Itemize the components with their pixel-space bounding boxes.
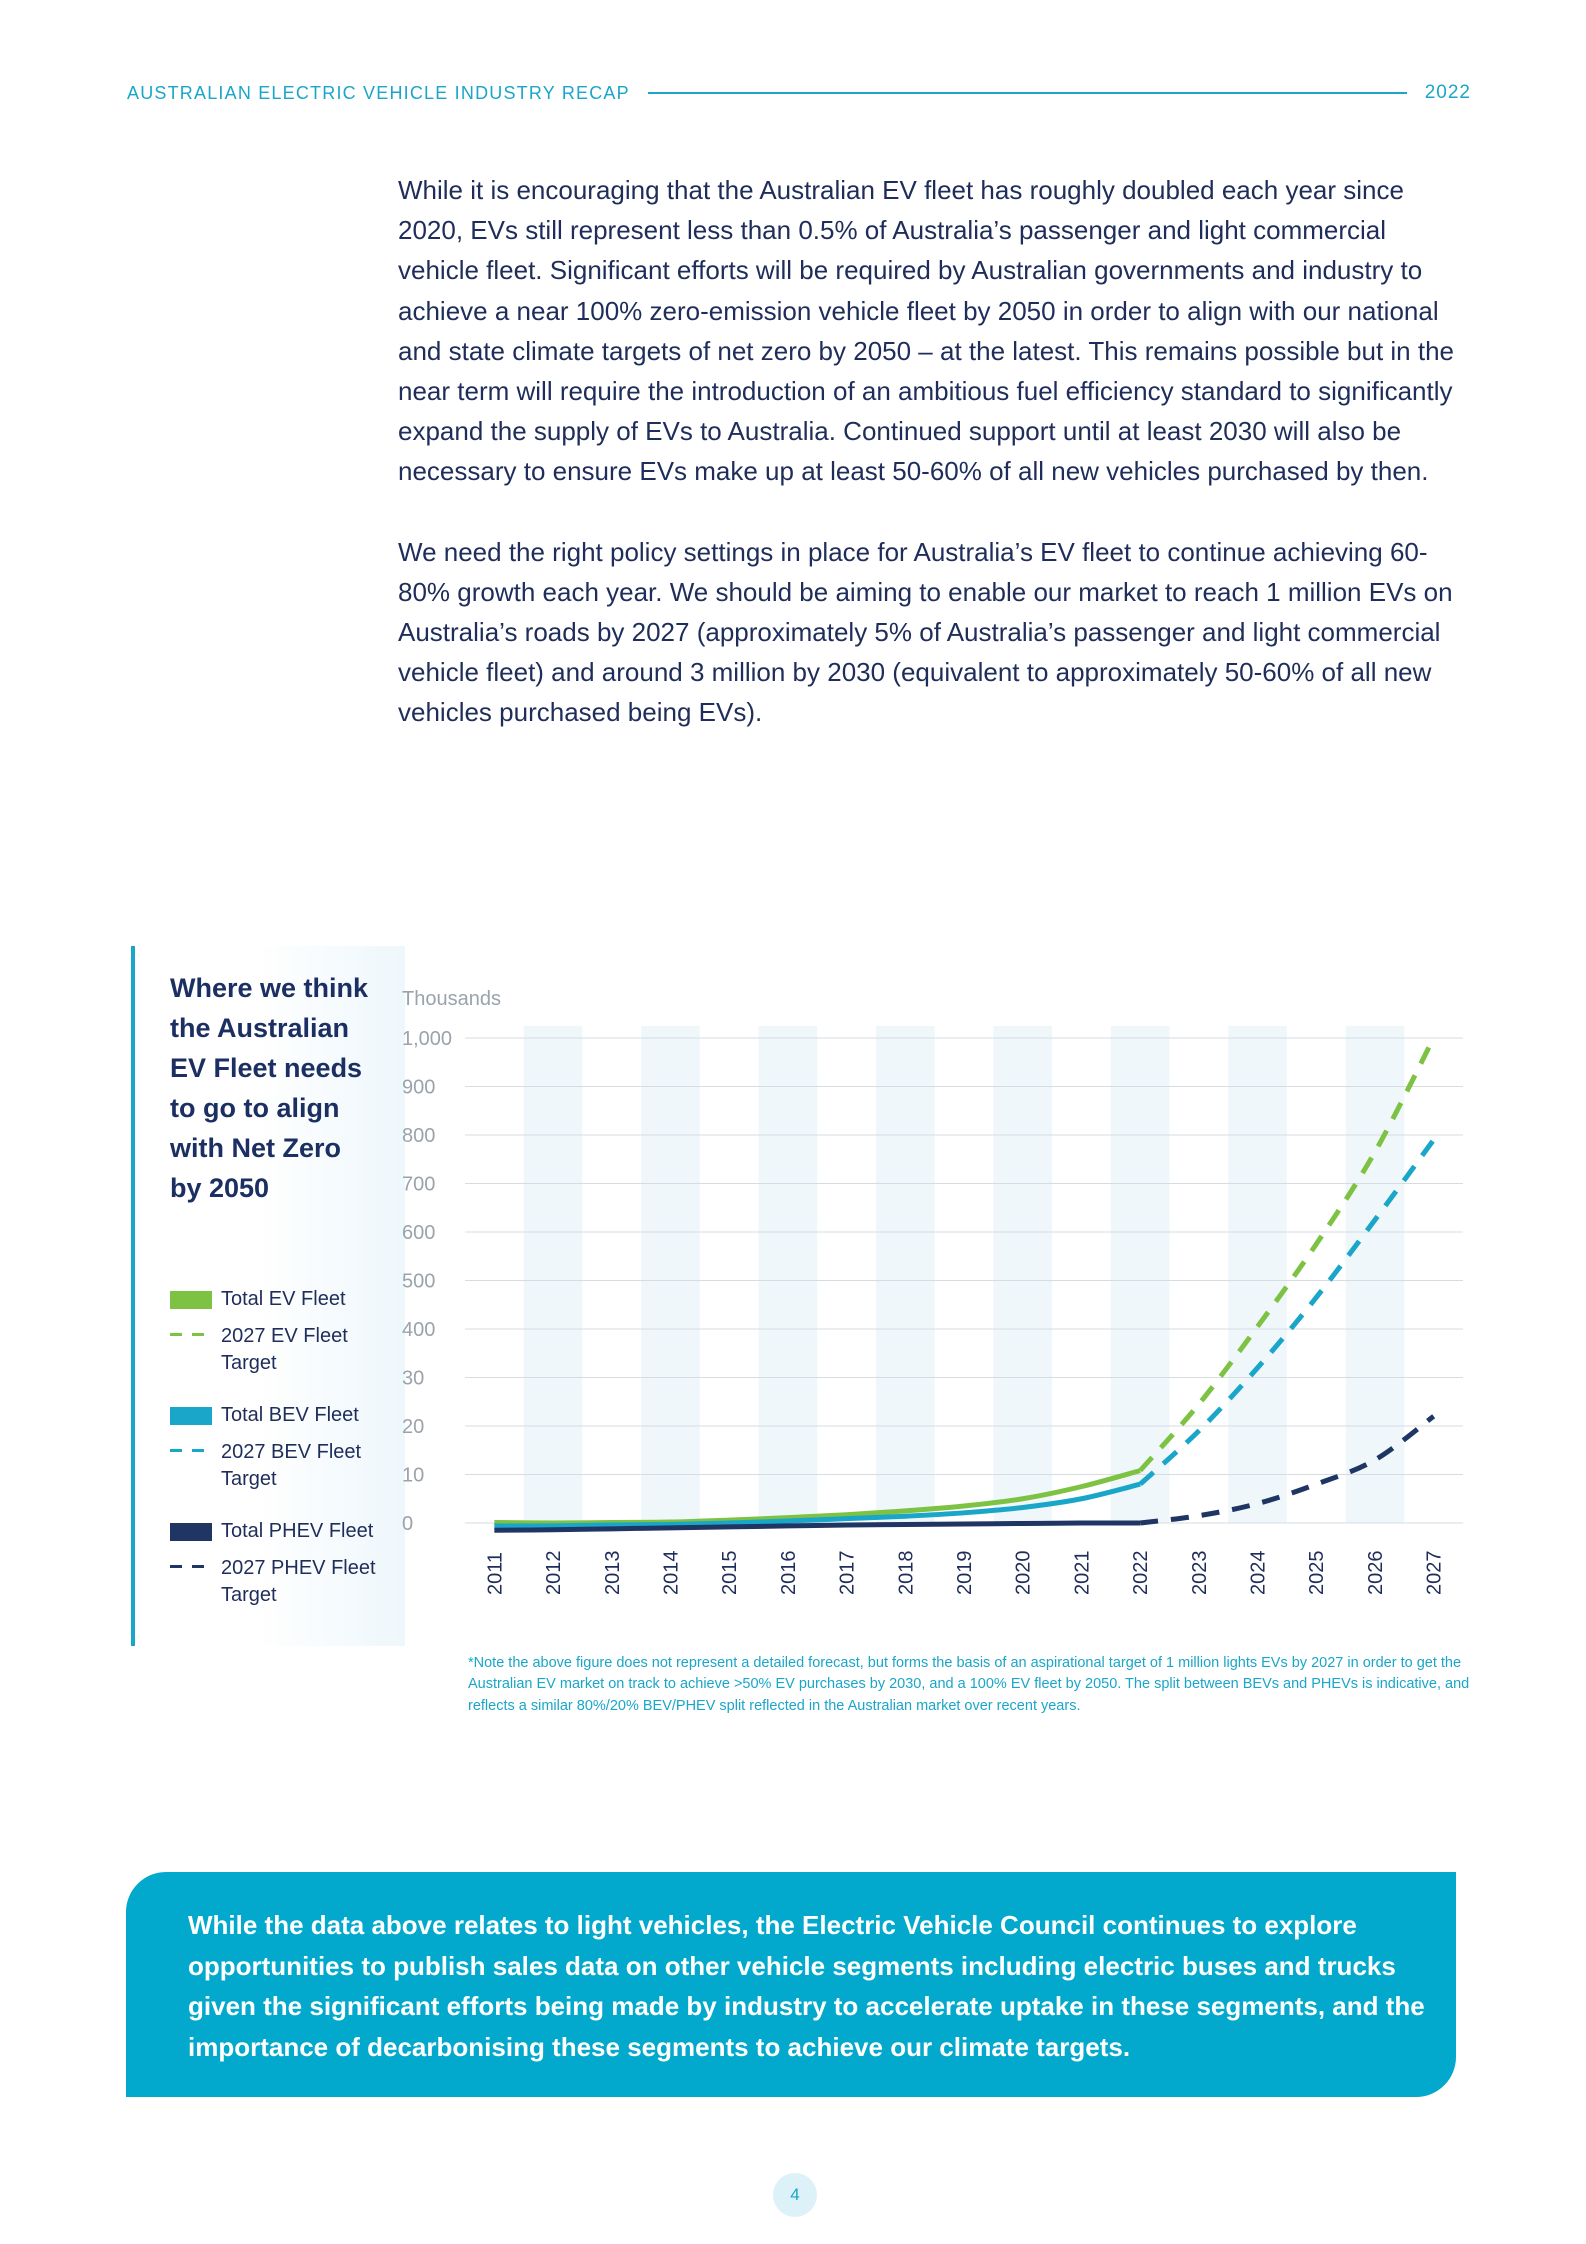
y-axis-label: Thousands xyxy=(402,988,501,1010)
shaded-band-2022 xyxy=(1111,1026,1170,1523)
chart-footnote: *Note the above figure does not represent a detailed forecast, but forms the basis of an aspirational target of 1 million lights EVs by 2027 in order to get the Australian EV market on track to achieve >50% EV purchases by 2030, and a 100% EV fleet by 2050. The split between BEVs and PHEVs is indicative, and reflects a similar 80%/20% BEV/PHEV split reflected in the Australian market over recent years. xyxy=(468,1655,1470,1714)
x-tick-label: 2023 xyxy=(1188,1550,1211,1595)
shaded-band-2020 xyxy=(993,1026,1052,1523)
legend-dash-swatch xyxy=(170,1439,212,1457)
legend-item-bev-target xyxy=(170,1439,405,1493)
x-tick-label: 2016 xyxy=(777,1550,800,1595)
legend-label: 2027 EV Fleet Target xyxy=(221,1325,348,1374)
y-tick-label: 400 xyxy=(402,1319,436,1341)
x-tick-label: 2025 xyxy=(1306,1550,1329,1595)
legend-label: 2027 PHEV Fleet Target xyxy=(221,1557,376,1606)
legend-label: Total PHEV Fleet xyxy=(221,1520,374,1542)
x-tick-label: 2017 xyxy=(836,1550,859,1595)
legend-label: 2027 BEV Fleet Target xyxy=(221,1441,362,1490)
y-tick-label: 10 xyxy=(402,1464,425,1487)
body-text xyxy=(398,170,1473,773)
y-tick-label: 20 xyxy=(402,1416,425,1438)
x-tick-label: 2012 xyxy=(543,1550,566,1595)
x-tick-label: 2015 xyxy=(719,1550,742,1595)
shaded-band-2018 xyxy=(876,1026,935,1523)
x-tick-label: 2020 xyxy=(1012,1550,1035,1595)
shaded-band-2016 xyxy=(759,1026,818,1523)
x-tick-label: 2024 xyxy=(1247,1550,1270,1595)
y-tick-label: 600 xyxy=(402,1222,436,1244)
ev-fleet-chart xyxy=(395,975,1475,1615)
x-tick-label: 2021 xyxy=(1071,1550,1094,1595)
legend-label: Total BEV Fleet xyxy=(221,1404,359,1426)
legend-item-total-ev xyxy=(170,1286,405,1313)
shaded-band-2026 xyxy=(1346,1026,1405,1523)
y-tick-label: 30 xyxy=(402,1367,425,1390)
y-tick-label: 1,000 xyxy=(402,1028,453,1050)
x-tick-label: 2018 xyxy=(895,1550,918,1595)
y-tick-label: 800 xyxy=(402,1125,436,1147)
page-number: 4 xyxy=(773,2173,817,2217)
x-tick-label: 2013 xyxy=(601,1550,624,1595)
shaded-band-2012 xyxy=(524,1026,583,1523)
legend-dash-swatch xyxy=(170,1555,212,1573)
x-tick-label: 2026 xyxy=(1364,1550,1387,1595)
y-tick-label: 500 xyxy=(402,1270,436,1293)
shaded-band-2014 xyxy=(641,1026,700,1523)
body-paragraph-1: While it is encouraging that the Australian EV fleet has roughly doubled each year since 2020, EVs still represent less than 0.5% of Australia’s passenger and light commercial vehicle fleet. Significant efforts will be required by Australian governments and industry to achieve a near 100% zero-emission vehicle fleet by 2050 in order to align with our national and state climate targets of net zero by 2050 – at the latest. This remains possible but in the near term will require the introduction of an ambitious fuel efficiency standard to significantly expand the supply of EVs to Australia. Continued support until at least 2030 will also be necessary to ensure EVs make up at least 50-60% of all new vehicles purchased by then. xyxy=(398,175,1455,487)
chart-side-panel xyxy=(131,946,405,1646)
x-tick-label: 2011 xyxy=(484,1551,507,1595)
callout-box xyxy=(126,1872,1456,2097)
legend-dash-swatch xyxy=(170,1323,212,1341)
shaded-band-2024 xyxy=(1228,1026,1287,1523)
y-tick-label: 700 xyxy=(402,1173,436,1196)
legend-swatch xyxy=(170,1291,212,1309)
legend-label: Total EV Fleet xyxy=(221,1288,346,1310)
chart-legend xyxy=(170,1286,405,1609)
body-paragraph-2: We need the right policy settings in place for Australia’s EV fleet to continue achieving 60-80% growth each year. We should be aiming to enable our market to reach 1 million EVs on Australia’s roads by 2027 (approximately 5% of Australia’s passenger and light commercial vehicle fleet) and around 3 million by 2030 (equivalent to approximately 50-60% of all new vehicles purchased being EVs). xyxy=(398,536,1453,728)
x-tick-label: 2019 xyxy=(954,1550,976,1595)
legend-item-phev-target xyxy=(170,1555,405,1609)
x-tick-label: 2022 xyxy=(1130,1550,1153,1595)
x-tick-label: 2027 xyxy=(1423,1550,1446,1595)
legend-item-ev-target xyxy=(170,1323,405,1377)
y-tick-label: 0 xyxy=(402,1513,414,1535)
legend-item-total-phev xyxy=(170,1518,405,1545)
legend-swatch xyxy=(170,1407,212,1425)
header-title: AUSTRALIAN ELECTRIC VEHICLE INDUSTRY RECAP xyxy=(127,82,630,103)
chart-heading: Where we think the Australian EV Fleet needs to go to align with Net Zero by 2050 xyxy=(170,973,369,1203)
legend-item-total-bev xyxy=(170,1402,405,1429)
page-header xyxy=(127,80,1471,106)
legend-swatch xyxy=(170,1523,212,1541)
x-tick-label: 2014 xyxy=(660,1550,683,1595)
callout-text: While the data above relates to light vehicles, the Electric Vehicle Council continues to explore opportunities to publish sales data on other vehicle segments including electric buses and trucks given the significant efforts being made by industry to accelerate uptake in these segments, and the importance of decarbonising these segments to achieve our climate targets. xyxy=(188,1910,1425,2062)
y-tick-label: 900 xyxy=(402,1076,436,1099)
header-year: 2022 xyxy=(1424,82,1471,103)
header-divider xyxy=(648,92,1407,94)
